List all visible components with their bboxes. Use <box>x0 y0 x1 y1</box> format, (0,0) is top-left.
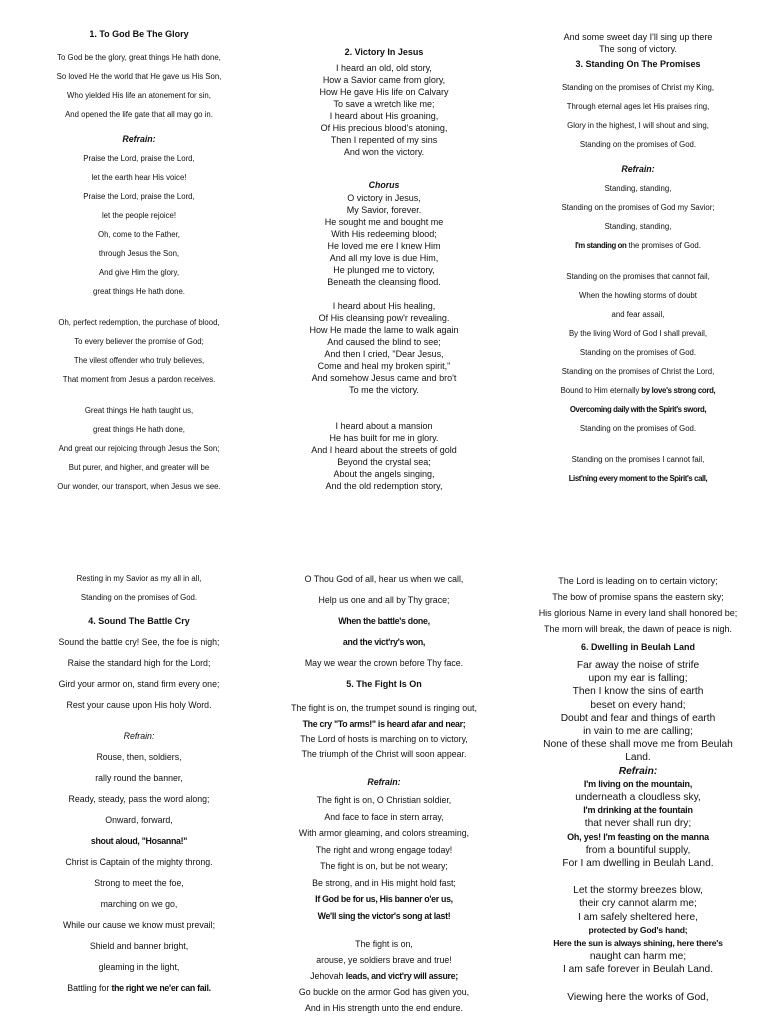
lyric-line: To God be the glory, great things He hath done, <box>57 53 221 62</box>
hymn-3-block <box>513 31 763 488</box>
lyric-line: With armor gleaming, and colors streaming, <box>298 828 470 838</box>
lyric-line: great things He hath done. <box>93 287 185 296</box>
lyric-line: He loved me ere I knew Him <box>327 241 441 251</box>
lyric-line: And in His strength unto the end endure. <box>305 1003 463 1013</box>
hymn-6-block <box>513 573 763 1004</box>
lyric-line: naught can harm me; <box>589 951 687 963</box>
lyric-line: Standing, standing, <box>604 222 672 231</box>
lyric-line: Rest your cause upon His holy Word. <box>66 700 212 710</box>
hymn-1-title: 1. To God Be The Glory <box>89 29 189 39</box>
lyric-line: If God be for us, His banner o'er us, <box>315 894 453 904</box>
lyric-line: I am safe forever in Beulah Land. <box>562 964 714 976</box>
lyric-line: Shield and banner bright, <box>89 941 189 951</box>
lyric-fragment: the right we ne'er can fail. <box>109 983 211 993</box>
lyric-line: Standing on the promises of God my Savior; <box>561 203 715 212</box>
lyric-line <box>14 978 264 999</box>
hymn-5-title: 5. The Fight Is On <box>346 679 422 689</box>
lyric-line: He has built for me in glory. <box>329 433 439 443</box>
lyric-line: To me the victory. <box>349 385 419 395</box>
lyric-line: Beyond the crystal sea; <box>337 457 431 467</box>
hymn-4-title: 4. Sound The Battle Cry <box>88 616 190 626</box>
lyric-line: The right and wrong engage today! <box>315 844 453 855</box>
lyric-line: But purer, and higher, and greater will be <box>68 463 210 472</box>
lyric-line: To save a wretch like me; <box>333 99 435 109</box>
refrain-label: Refrain: <box>367 777 401 787</box>
lyric-line: Praise the Lord, praise the Lord, <box>83 154 195 163</box>
lyric-line: The bow of promise spans the eastern sky; <box>552 592 724 602</box>
lyric-line: None of these shall move me from Beulah <box>543 739 733 751</box>
lyric-line: rally round the banner, <box>95 773 183 783</box>
lyric-line: Resting in my Savior as my all in all, <box>76 574 202 583</box>
lyric-line: Then I repented of my sins <box>330 135 438 145</box>
lyric-line: Come and heal my broken spirit," <box>317 361 451 371</box>
lyric-line: That moment from Jesus a pardon receives. <box>62 375 216 384</box>
lyric-line: And somehow Jesus came and bro't <box>311 373 457 383</box>
lyric-line: Great things He hath taught us, <box>84 406 194 415</box>
lyric-line: May we wear the crown before Thy face. <box>304 658 464 668</box>
lyric-line: Of His cleansing pow'r revealing. <box>318 313 450 323</box>
lyric-line: He plunged me to victory, <box>333 265 435 275</box>
lyric-line: The vilest offender who truly believes, <box>73 356 205 365</box>
hymn-2-title: 2. Victory In Jesus <box>344 47 424 57</box>
lyric-line: And I heard about the streets of gold <box>311 445 457 455</box>
lyric-line: Rouse, then, soldiers, <box>96 752 182 762</box>
lyric-line: Land. <box>625 752 651 764</box>
chorus-label: Chorus <box>368 180 400 190</box>
lyric-line: that never shall run dry; <box>584 818 692 830</box>
lyric-line: protected by God's hand; <box>588 924 688 935</box>
lyric-line: To every believer the promise of God; <box>74 337 204 346</box>
lyric-line: I heard about a mansion <box>335 421 433 431</box>
lyric-line: Our wonder, our transport, when Jesus we see. <box>57 482 221 491</box>
lyric-line: Onward, forward, <box>105 815 173 825</box>
lyric-line: gleaming in the light, <box>98 962 180 972</box>
lyric-line: Standing on the promises of Christ the Lord, <box>561 367 715 376</box>
lyric-line: With His redeeming blood; <box>331 229 437 239</box>
lyric-line: The triumph of the Christ will soon appear. <box>301 749 467 759</box>
lyric-line: The cry "To arms!" is heard afar and near; <box>302 719 466 729</box>
lyric-line: Glory in the highest, I will shout and sing, <box>567 121 709 130</box>
lyric-line: and fear assail, <box>611 310 665 319</box>
lyric-line: And face to face in stern array, <box>324 811 444 822</box>
lyric-line: He sought me and bought me <box>324 217 444 227</box>
lyric-line: Standing on the promises of God. <box>579 140 697 149</box>
lyric-line: And caused the blind to see; <box>327 337 441 347</box>
lyric-line <box>513 236 763 255</box>
lyric-line: Oh, yes! I'm feasting on the manna <box>567 831 709 842</box>
lyric-line: great things He hath done, <box>93 425 185 434</box>
lyric-line: underneath a cloudless sky, <box>575 792 701 804</box>
lyric-line: O Thou God of all, hear us when we call, <box>304 574 464 584</box>
hymn-6-title: 6. Dwelling in Beulah Land <box>580 642 695 652</box>
refrain-label: Refrain: <box>621 164 655 174</box>
lyric-line: Far away the noise of strife <box>576 660 700 671</box>
lyric-line: Through eternal ages let His praises ring, <box>566 102 710 111</box>
lyric-line: Praise the Lord, praise the Lord, <box>83 192 195 201</box>
lyric-line: Sound the battle cry! See, the foe is nigh; <box>58 637 220 647</box>
lyric-line: And all my love is due Him, <box>329 253 439 263</box>
lyric-fragment: I'm standing on <box>575 241 627 250</box>
lyric-line: So loved He the world that He gave us His Son, <box>56 72 222 81</box>
lyric-line: By the living Word of God I shall prevail, <box>568 329 708 338</box>
lyric-fragment: Jehovah <box>310 971 346 981</box>
lyric-line: through Jesus the Son, <box>98 249 180 258</box>
lyric-line: Oh, come to the Father, <box>98 230 180 239</box>
lyric-line <box>513 381 763 400</box>
lyric-line: The fight is on, the trumpet sound is ringing out, <box>291 703 477 713</box>
lyric-fragment: Bound to Him eternally <box>560 386 640 395</box>
lyric-fragment: the promises of God. <box>626 241 701 250</box>
lyric-line: And some sweet day I'll sing up there <box>563 32 713 42</box>
lyric-line: The fight is on, O Christian soldier, <box>316 795 452 805</box>
lyric-line: in vain to me are calling; <box>583 726 693 738</box>
lyric-line: Standing on the promises I cannot fail, <box>571 455 705 464</box>
lyric-line: shout aloud, "Hosanna!" <box>90 836 188 846</box>
lyric-line: Raise the standard high for the Lord; <box>67 658 211 668</box>
lyric-line: And then I cried, "Dear Jesus, <box>324 349 444 359</box>
lyric-line: I'm drinking at the fountain <box>583 805 693 816</box>
lyric-line: from a bountiful supply, <box>585 844 691 856</box>
lyric-line: Standing on the promises of Christ my King, <box>561 83 715 92</box>
lyric-line: And the old redemption story, <box>325 481 443 491</box>
lyric-line: Standing on the promises of God. <box>579 424 697 433</box>
lyric-line: marching on we go, <box>100 899 178 909</box>
lyric-line: My Savior, forever. <box>346 205 422 215</box>
lyric-line: Standing, standing, <box>604 184 672 193</box>
lyric-line: arouse, ye soldiers brave and true! <box>316 955 452 965</box>
lyric-line: How He made the lame to walk again <box>309 325 459 335</box>
lyric-line: I heard about His healing, <box>332 301 436 311</box>
lyric-line: About the angels singing, <box>333 469 435 479</box>
lyric-line: Who yielded His life an atonement for sin, <box>67 91 211 100</box>
refrain-label: Refrain: <box>123 731 155 741</box>
lyric-line: Gird your armor on, stand firm every one; <box>58 679 220 689</box>
lyric-line: How He gave His life on Calvary <box>319 87 449 97</box>
lyric-line: The Lord is leading on to certain victory; <box>558 576 718 586</box>
lyric-line: I am safely sheltered here, <box>577 911 699 923</box>
lyric-line: let the earth hear His voice! <box>91 173 187 182</box>
lyric-line: Standing on the promises of God. <box>579 348 697 357</box>
lyric-line: His glorious Name in every land shall honored be; <box>538 608 738 618</box>
hymn-1-block <box>14 25 264 496</box>
lyric-line: List'ning every moment to the Spirit's call, <box>568 474 708 483</box>
lyric-line: When the howling storms of doubt <box>579 291 697 300</box>
lyric-line: Go buckle on the armor God has given you, <box>298 987 470 997</box>
lyric-line: Then I know the sins of earth <box>572 686 704 698</box>
lyric-line: Help us one and all by Thy grace; <box>318 595 450 605</box>
lyric-line: Here the sun is always shining, here there's <box>553 938 723 949</box>
hymn-2-block <box>259 46 509 492</box>
lyric-line: The fight is on, <box>355 939 413 949</box>
lyric-line: Ready, steady, pass the word along; <box>68 794 210 804</box>
lyric-line: Be strong, and in His might hold fast; <box>312 877 456 888</box>
lyric-line: And won the victory. <box>343 147 425 157</box>
lyric-line: While our cause we know must prevail; <box>62 920 216 930</box>
lyric-line: Doubt and fear and things of earth <box>560 712 716 724</box>
lyric-line: Standing on the promises of God. <box>80 593 198 602</box>
lyric-fragment: Battling for <box>67 983 110 993</box>
lyric-line: I heard about His groaning, <box>329 111 439 121</box>
lyric-line: and the vict'ry's won, <box>342 637 426 647</box>
lyric-line: I'm living on the mountain, <box>583 778 693 789</box>
lyric-line: Strong to meet the foe, <box>94 878 184 888</box>
lyric-line: Overcoming daily with the Spirit's sword, <box>569 405 707 414</box>
lyric-line: Viewing here the works of God, <box>567 991 709 1003</box>
refrain-label: Refrain: <box>618 765 658 777</box>
lyric-line: Beneath the cleansing flood. <box>327 277 441 287</box>
lyric-line: The fight is on, but be not weary; <box>320 861 448 871</box>
lyric-line: And great our rejoicing through Jesus the Son; <box>58 444 220 453</box>
lyric-line: Oh, perfect redemption, the purchase of blood, <box>58 318 220 327</box>
lyric-line: And give Him the glory, <box>98 268 180 277</box>
lyric-line: I heard an old, old story, <box>336 63 432 73</box>
hymn-3-title: 3. Standing On The Promises <box>575 59 701 69</box>
hymn-5-block <box>259 569 509 1016</box>
lyric-fragment: leads, and vict'ry will assure; <box>345 971 458 981</box>
hymn-4-block <box>14 569 264 999</box>
lyric-line: And opened the life gate that all may go in. <box>65 110 213 119</box>
hymn-6-verse-1 <box>513 659 763 1004</box>
lyric-line <box>259 968 509 984</box>
lyric-line: their cry cannot alarm me; <box>579 898 697 910</box>
lyric-line: We'll sing the victor's song at last! <box>317 910 451 921</box>
lyric-line: upon my ear is falling; <box>588 673 688 685</box>
lyric-line: Christ is Captain of the mighty throng. <box>65 857 213 867</box>
lyric-line: let the people rejoice! <box>101 211 177 220</box>
lyric-line: The song of victory. <box>599 44 677 54</box>
lyric-line: How a Savior came from glory, <box>322 75 446 85</box>
lyric-line: beset on every hand; <box>590 699 686 711</box>
lyric-line: The Lord of hosts is marching on to victory, <box>300 734 468 744</box>
lyric-line: The morn will break, the dawn of peace is nigh. <box>543 624 733 634</box>
lyric-fragment: by love's strong cord, <box>639 386 716 395</box>
lyric-line: Of His precious blood's atoning, <box>320 123 448 133</box>
lyric-line: Let the stormy breezes blow, <box>573 885 703 897</box>
lyric-line: Standing on the promises that cannot fail, <box>566 272 710 281</box>
lyric-line: O victory in Jesus, <box>347 193 421 203</box>
refrain-label: Refrain: <box>122 134 156 144</box>
lyric-line: When the battle's done, <box>338 616 430 626</box>
lyric-line: For I am dwelling in Beulah Land. <box>562 858 714 870</box>
